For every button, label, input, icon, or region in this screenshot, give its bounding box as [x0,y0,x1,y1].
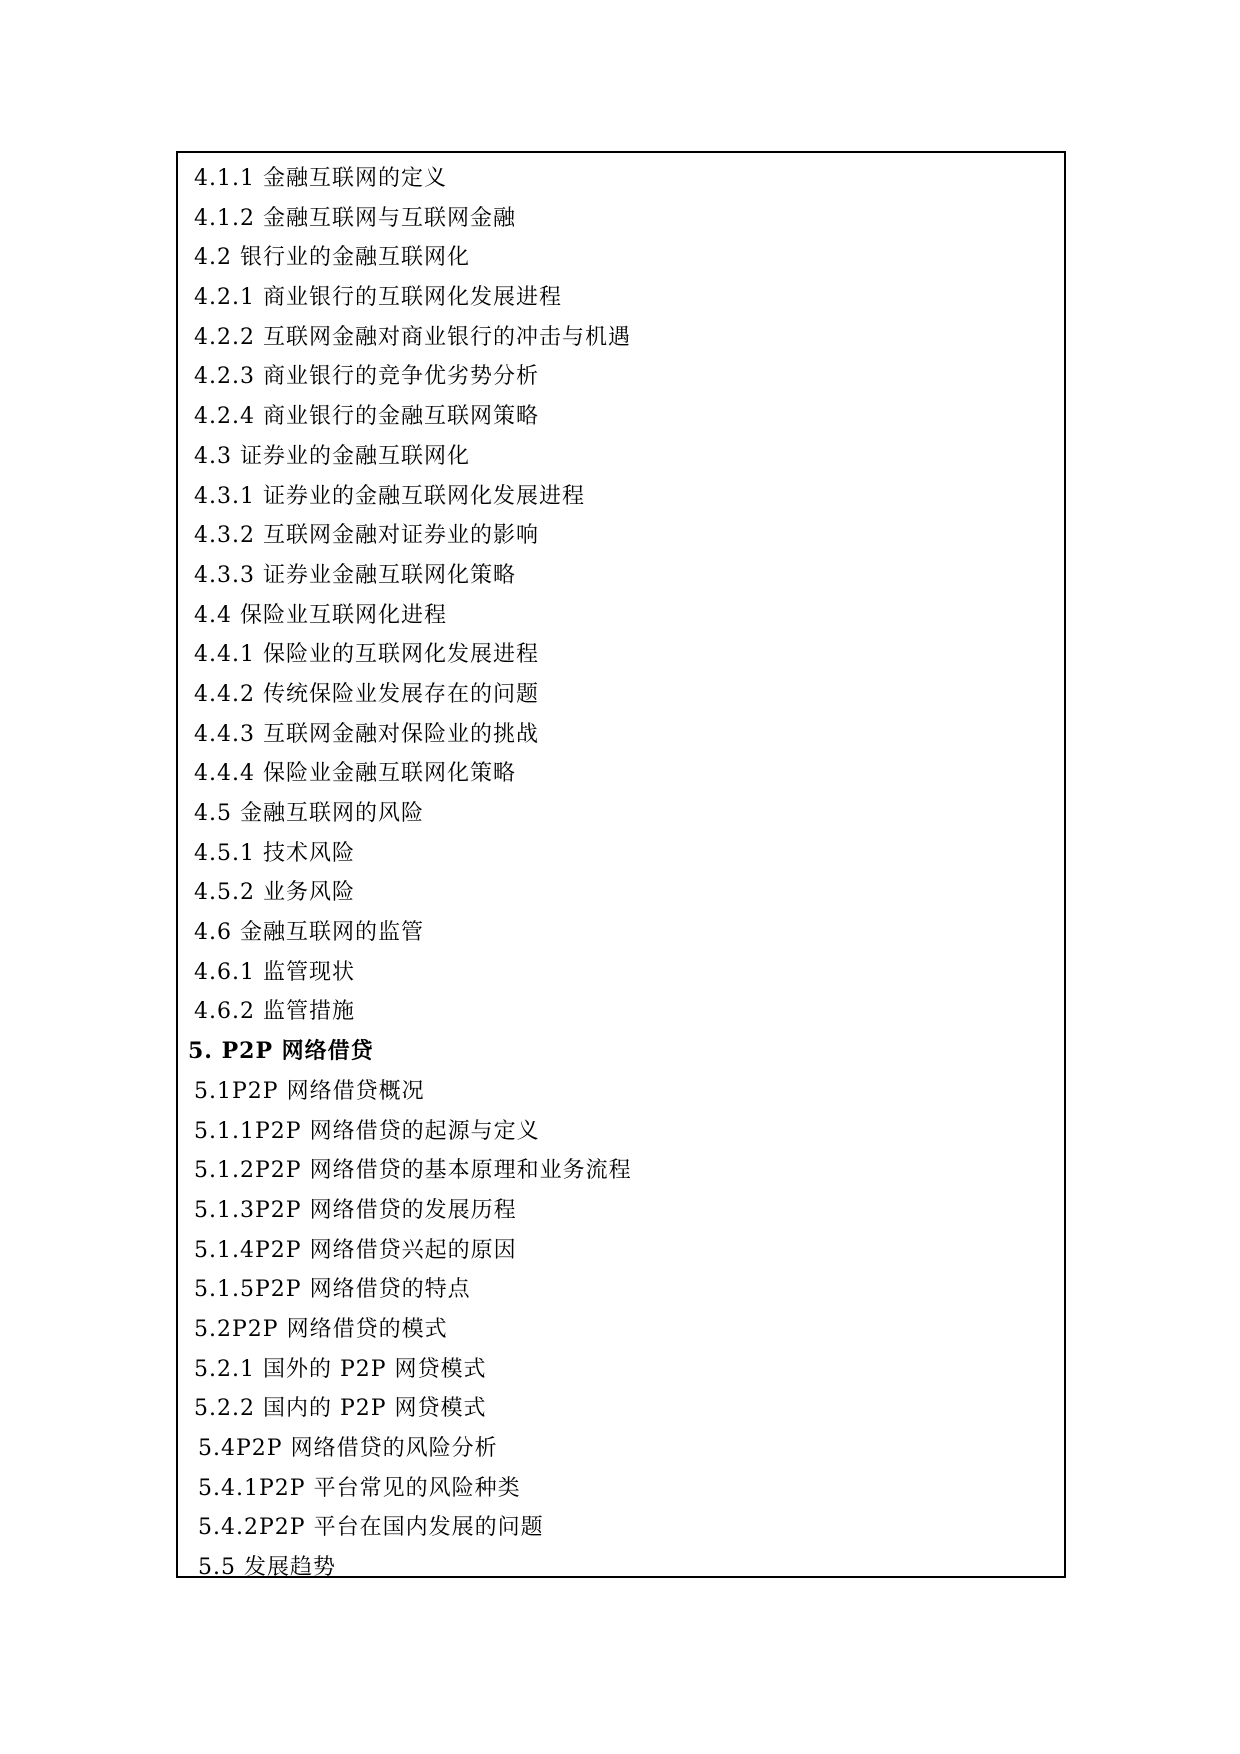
toc-entry: 5. P2P 网络借贷 [188,1038,374,1065]
toc-entry: 4.2.3 商业银行的竞争优劣势分析 [194,364,539,390]
toc-entry: 5.2P2P 网络借贷的模式 [194,1316,448,1342]
toc-entry: 4.2.1 商业银行的互联网化发展进程 [194,285,562,311]
toc-entry: 4.5.1 技术风险 [194,840,355,866]
toc-frame [176,151,1066,1581]
toc-entry: 4.3.3 证券业金融互联网化策略 [194,562,516,588]
toc-entry: 4.2 银行业的金融互联网化 [194,245,470,271]
toc-entry: 4.4.1 保险业的互联网化发展进程 [194,642,539,668]
toc-entry: 5.2.1 国外的 P2P 网贷模式 [194,1356,487,1382]
toc-entry: 4.6.2 监管措施 [194,999,355,1025]
toc-entry: 5.1.5P2P 网络借贷的特点 [194,1277,471,1303]
toc-entry: 4.4 保险业互联网化进程 [194,602,447,628]
toc-entry: 4.2.2 互联网金融对商业银行的冲击与机遇 [194,324,631,350]
toc-entry: 5.4.1P2P 平台常见的风险种类 [198,1475,521,1501]
toc-entry: 4.6.1 监管现状 [194,959,355,985]
toc-entry: 4.3.1 证券业的金融互联网化发展进程 [194,483,585,509]
toc-entry: 5.2.2 国内的 P2P 网贷模式 [194,1396,487,1422]
toc-entry: 4.1.2 金融互联网与互联网金融 [194,205,516,231]
toc-entry: 5.1.1P2P 网络借贷的起源与定义 [194,1118,540,1144]
toc-entry: 4.1.1 金融互联网的定义 [194,166,447,191]
toc-entry: 5.4.2P2P 平台在国内发展的问题 [198,1515,544,1541]
toc-entry: 4.5.2 业务风险 [194,880,355,906]
toc-entry: 5.1.4P2P 网络借贷兴起的原因 [194,1237,517,1263]
toc-entry: 5.5 发展趋势 [198,1555,336,1581]
toc-entry: 5.1.2P2P 网络借贷的基本原理和业务流程 [194,1158,632,1184]
toc-list [178,159,1064,1588]
toc-entry: 4.4.3 互联网金融对保险业的挑战 [194,721,539,747]
toc-entry: 4.3 证券业的金融互联网化 [194,443,470,469]
toc-entry: 5.4P2P 网络借贷的风险分析 [198,1436,498,1461]
toc-entry: 4.4.4 保险业金融互联网化策略 [194,761,516,787]
toc-entry: 4.6 金融互联网的监管 [194,920,424,946]
toc-entry: 4.5 金融互联网的风险 [194,801,424,826]
toc-entry: 5.1.3P2P 网络借贷的发展历程 [194,1197,517,1223]
toc-entry: 4.3.2 互联网金融对证券业的影响 [194,523,539,549]
toc-entry: 4.2.4 商业银行的金融互联网策略 [194,404,539,430]
toc-entry: 5.1P2P 网络借贷概况 [194,1078,425,1104]
toc-entry: 4.4.2 传统保险业发展存在的问题 [194,681,539,707]
